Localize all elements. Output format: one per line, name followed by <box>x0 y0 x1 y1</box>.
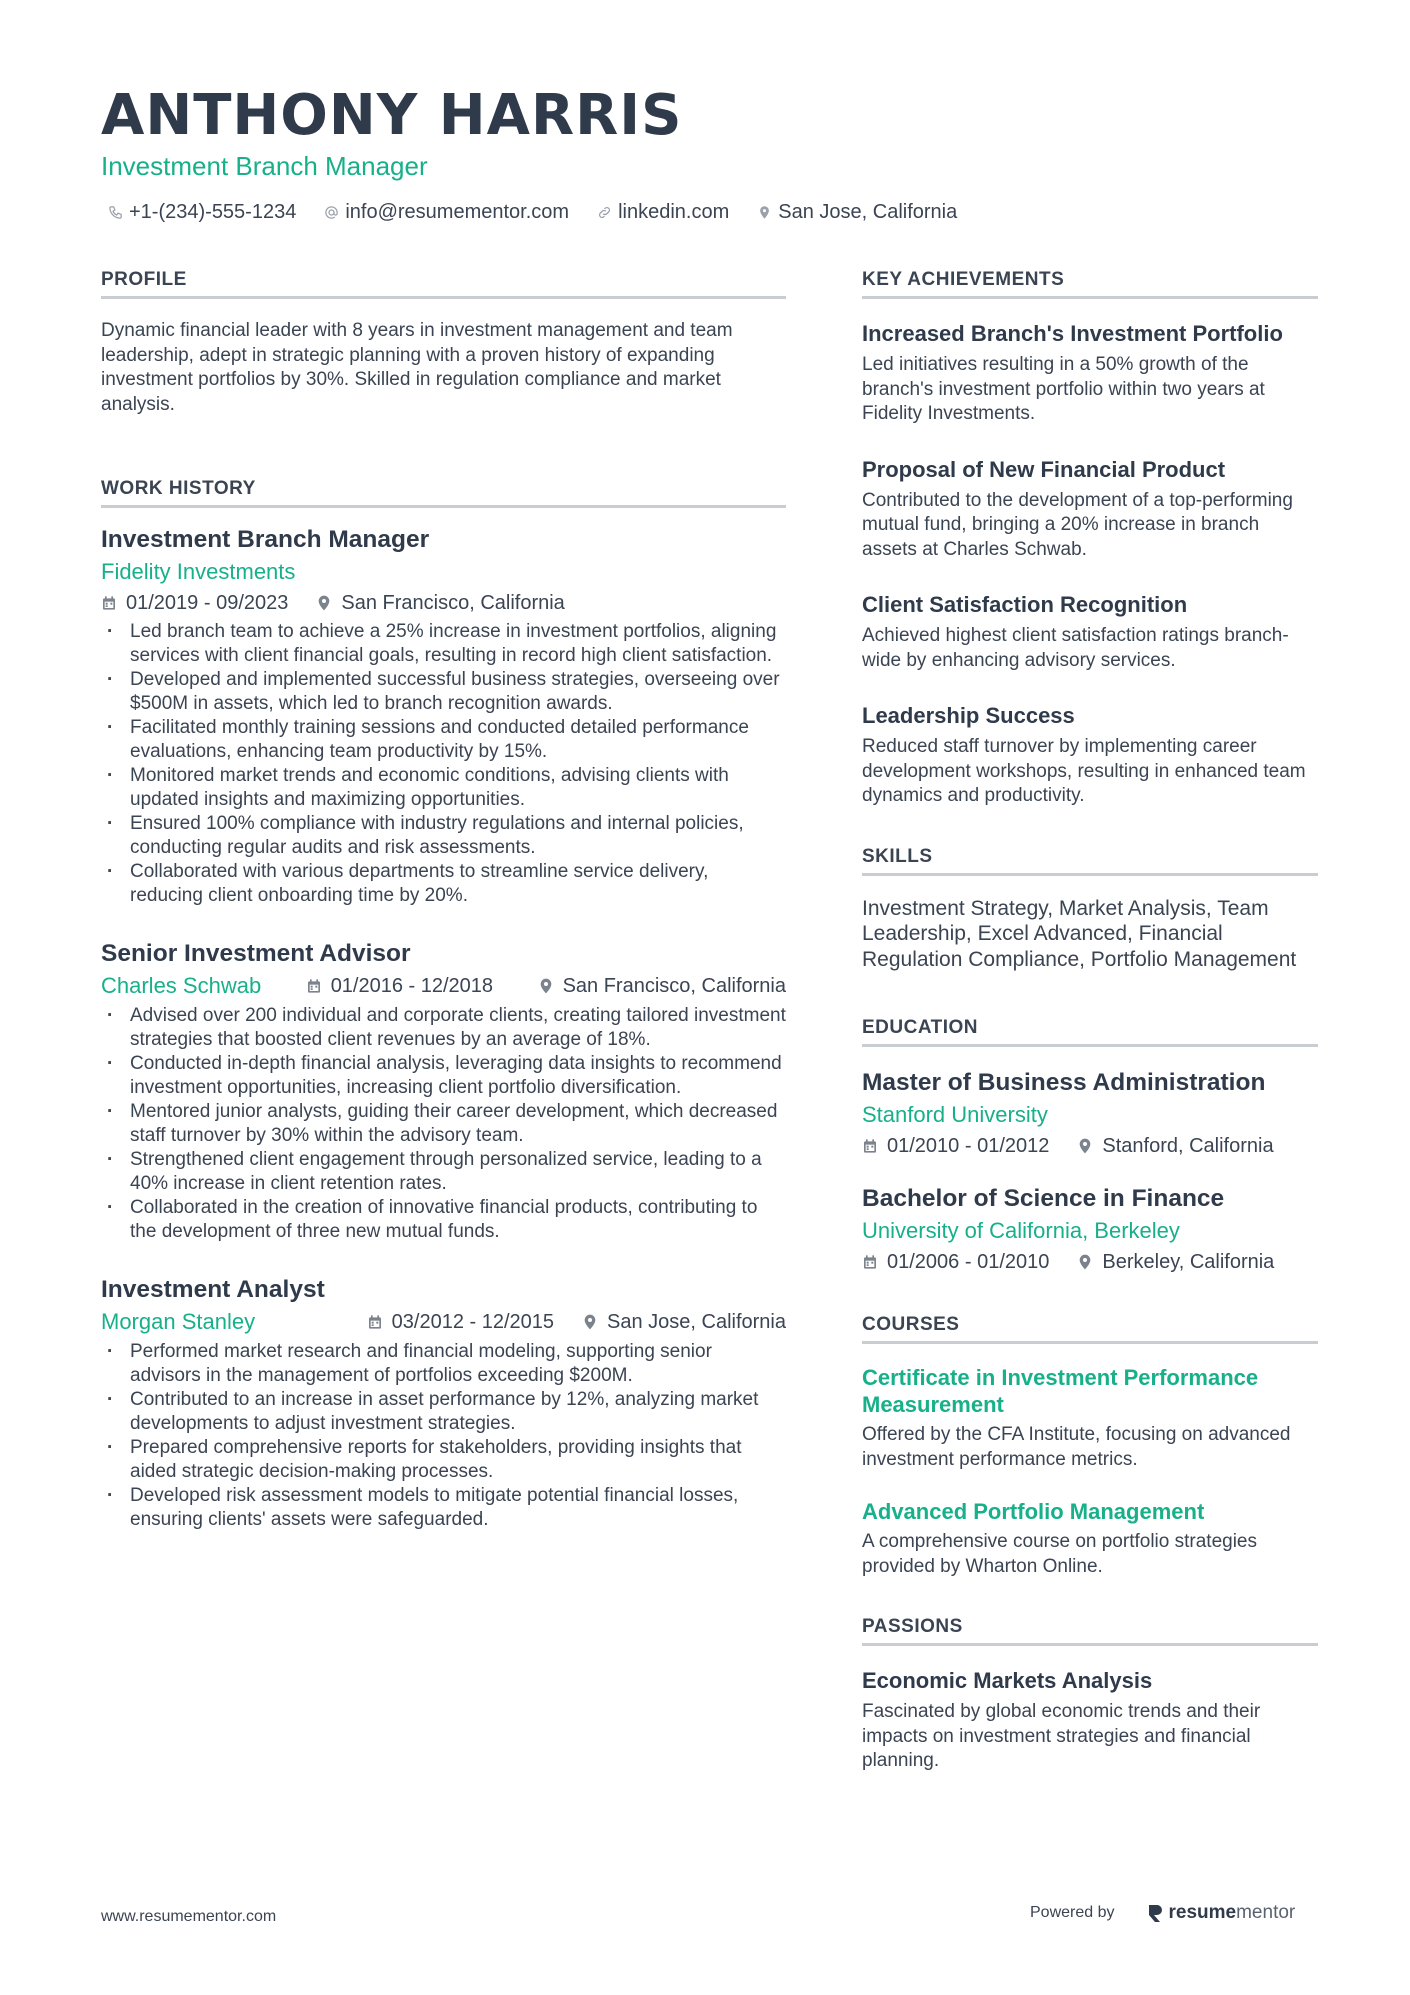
courses-section <box>862 1313 1318 1579</box>
right-column <box>862 268 1318 1818</box>
job-dates-text: 01/2019 - 09/2023 <box>126 592 289 614</box>
phone-icon <box>108 205 123 220</box>
education-location <box>1077 1247 1274 1277</box>
skills-heading: SKILLS <box>862 845 1318 876</box>
job-dates-text: 01/2016 - 12/2018 <box>330 975 494 997</box>
job-bullet: · Developed risk assessment models to mitigate potential financial losses, ensuring clients' assets were safeguarded. <box>101 1484 786 1532</box>
map-pin-icon <box>1077 1254 1093 1270</box>
location-text: San Jose, California <box>778 201 958 223</box>
logo-bold-text: resume <box>1168 1902 1237 1923</box>
link-icon <box>597 205 612 220</box>
job-meta <box>101 970 786 1002</box>
education-school: University of California, Berkeley <box>862 1218 1180 1243</box>
achievement-title: Proposal of New Financial Product <box>862 456 1226 482</box>
job-meta <box>101 588 786 618</box>
work-history-heading: WORK HISTORY <box>101 477 786 508</box>
job-bullet: · Conducted in-depth financial analysis, leveraging data insights to recommend investment opportunities, increasing client portfolio diversification. <box>101 1052 786 1100</box>
calendar-icon <box>862 1138 878 1154</box>
at-icon <box>324 205 339 220</box>
achievement-title: Increased Branch's Investment Portfolio <box>862 321 1283 346</box>
logo-light-text: mentor <box>1236 1902 1296 1923</box>
resumementor-logo-icon <box>1147 1903 1163 1923</box>
job-bullet: · Mentored junior analysts, guiding their career development, which decreased staff turnover by 30% within the advisory team. <box>101 1100 786 1148</box>
course-item <box>862 1364 1318 1472</box>
passions-section <box>862 1615 1318 1774</box>
passion-item <box>862 1666 1318 1774</box>
course-item <box>862 1498 1318 1579</box>
achievements-heading: KEY ACHIEVEMENTS <box>862 268 1318 299</box>
email-text: info@resumementor.com <box>345 201 570 223</box>
achievement-item <box>862 319 1318 427</box>
job-bullet: · Developed and implemented successful business strategies, overseeing over $500M in assets, which led to branch recognition awards. <box>101 668 786 716</box>
phone-text: +1-(234)-555-1234 <box>129 201 297 223</box>
job-entry <box>101 938 786 1244</box>
education-school: Stanford University <box>862 1102 1048 1127</box>
powered-by-text: Powered by <box>1030 1904 1115 1921</box>
job-bullet: · Led branch team to achieve a 25% increase in investment portfolios, aligning services with client financial goals, resulting in record high client satisfaction. <box>101 620 786 668</box>
passion-title: Economic Markets Analysis <box>862 1668 1153 1693</box>
map-pin-icon <box>757 205 772 220</box>
map-pin-icon <box>582 1314 598 1330</box>
achievement-text: Achieved highest client satisfaction ratings branch-wide by enhancing advisory services. <box>862 625 1289 671</box>
job-bullet: · Ensured 100% compliance with industry regulations and internal policies, conducting regular audits and risk assessments. <box>101 812 786 860</box>
course-title: Certificate in Investment Performance Measurement <box>862 1365 1259 1417</box>
job-bullet: · Collaborated in the creation of innovative financial products, contributing to the development of three new mutual funds. <box>101 1196 786 1244</box>
job-bullet: · Facilitated monthly training sessions and conducted detailed performance evaluations, enhancing team productivity by 15%. <box>101 716 786 764</box>
calendar-icon <box>862 1254 878 1270</box>
job-dates <box>367 1307 554 1337</box>
job-title: Investment Branch Manager <box>101 526 430 553</box>
job-bullets <box>101 1340 786 1532</box>
course-title: Advanced Portfolio Management <box>862 1499 1205 1524</box>
map-pin-icon <box>538 978 554 994</box>
footer-website[interactable]: www.resumementor.com <box>101 1908 277 1925</box>
candidate-name: ANTHONY HARRIS <box>101 83 683 148</box>
job-bullet: · Prepared comprehensive reports for stakeholders, providing insights that aided strategic decision-making processes. <box>101 1436 786 1484</box>
achievement-text: Reduced staff turnover by implementing career development workshops, resulting in enhanced team dynamics and productivity. <box>862 736 1306 806</box>
job-bullet: · Strengthened client engagement through personalized service, leading to a 40% increase in client retention rates. <box>101 1148 786 1196</box>
job-company: Morgan Stanley <box>101 1309 256 1334</box>
job-bullet: · Advised over 200 individual and corporate clients, creating tailored investment strategies that boosted client revenues by an average of 18%. <box>101 1004 786 1052</box>
job-location <box>316 588 564 618</box>
contact-phone[interactable] <box>108 198 296 226</box>
education-degree: Bachelor of Science in Finance <box>862 1185 1225 1212</box>
job-location-text: San Francisco, California <box>562 975 786 997</box>
job-bullet: · Performed market research and financial modeling, supporting senior advisors in the management of portfolios exceeding $200M. <box>101 1340 786 1388</box>
job-location-text: San Jose, California <box>607 1311 786 1333</box>
job-title: Investment Analyst <box>101 1276 325 1303</box>
resumementor-logo[interactable] <box>1147 1902 1296 1924</box>
work-history-section <box>101 477 786 1532</box>
achievement-item <box>862 590 1318 673</box>
education-dates <box>862 1247 1049 1277</box>
job-bullet: · Collaborated with various departments to streamline service delivery, reducing client onboarding time by 20%. <box>101 860 786 908</box>
achievement-text: Led initiatives resulting in a 50% growth of the branch's investment portfolio within two years at Fidelity Investments. <box>862 354 1265 424</box>
left-column <box>101 268 786 1576</box>
education-item <box>862 1183 1318 1277</box>
course-text: A comprehensive course on portfolio strategies provided by Wharton Online. <box>862 1531 1257 1577</box>
calendar-icon <box>367 1314 383 1330</box>
profile-heading: PROFILE <box>101 268 786 299</box>
job-location <box>538 971 786 1001</box>
job-dates <box>306 971 493 1001</box>
job-location-text: San Francisco, California <box>341 592 565 614</box>
achievement-item <box>862 455 1318 563</box>
calendar-icon <box>101 595 117 611</box>
education-location-text: Stanford, California <box>1102 1135 1274 1157</box>
job-dates-text: 03/2012 - 12/2015 <box>391 1311 555 1333</box>
courses-heading: COURSES <box>862 1313 1318 1344</box>
contact-location <box>757 198 957 226</box>
job-company: Charles Schwab <box>101 973 262 998</box>
achievement-title: Client Satisfaction Recognition <box>862 592 1188 617</box>
achievements-section <box>862 268 1318 809</box>
achievement-title: Leadership Success <box>862 703 1075 728</box>
contact-email[interactable] <box>324 198 569 226</box>
job-bullet: · Monitored market trends and economic conditions, advising clients with updated insights and maximizing opportunities. <box>101 764 786 812</box>
education-meta <box>862 1247 1318 1277</box>
education-dates <box>862 1131 1049 1161</box>
skills-section <box>862 845 1318 973</box>
skills-text: Investment Strategy, Market Analysis, Team Leadership, Excel Advanced, Financial Regulation Compliance, Portfolio Management <box>862 896 1297 971</box>
course-text: Offered by the CFA Institute, focusing on advanced investment performance metrics. <box>862 1424 1291 1470</box>
calendar-icon <box>306 978 322 994</box>
footer-branding <box>1030 1902 1295 1924</box>
job-title: Senior Investment Advisor <box>101 940 411 967</box>
education-location-text: Berkeley, California <box>1102 1251 1275 1273</box>
job-meta <box>101 1306 786 1338</box>
job-entry <box>101 1274 786 1532</box>
job-entry <box>101 524 786 908</box>
job-bullets <box>101 1004 786 1244</box>
contact-bar <box>108 198 985 226</box>
contact-linkedin[interactable] <box>597 198 729 226</box>
education-degree: Master of Business Administration <box>862 1069 1266 1096</box>
profile-text: Dynamic financial leader with 8 years in investment management and team leadership, adept in strategic planning with a proven history of expanding investment portfolios by 30%. Skilled in regulation compliance and market analysis. <box>101 320 733 415</box>
linkedin-text: linkedin.com <box>618 201 730 223</box>
achievement-text: Contributed to the development of a top-performing mutual fund, bringing a 20% increase in branch assets at Charles Schwab. <box>862 489 1293 560</box>
education-item <box>862 1067 1318 1161</box>
job-location <box>582 1307 786 1337</box>
education-meta <box>862 1131 1318 1161</box>
candidate-role: Investment Branch Manager <box>101 151 428 181</box>
map-pin-icon <box>316 595 332 611</box>
achievement-item <box>862 701 1318 809</box>
job-bullets <box>101 620 786 908</box>
passion-text: Fascinated by global economic trends and their impacts on investment strategies and financial planning. <box>862 1701 1261 1771</box>
passions-heading: PASSIONS <box>862 1615 1318 1646</box>
education-section <box>862 1016 1318 1277</box>
job-company: Fidelity Investments <box>101 559 296 584</box>
map-pin-icon <box>1077 1138 1093 1154</box>
education-dates-text: 01/2006 - 01/2010 <box>887 1251 1050 1273</box>
profile-section <box>101 268 786 417</box>
education-heading: EDUCATION <box>862 1016 1318 1047</box>
education-dates-text: 01/2010 - 01/2012 <box>887 1135 1050 1157</box>
job-dates <box>101 588 288 618</box>
job-bullet: · Contributed to an increase in asset performance by 12%, analyzing market developments to adjust investment strategies. <box>101 1388 786 1436</box>
education-location <box>1077 1131 1273 1161</box>
